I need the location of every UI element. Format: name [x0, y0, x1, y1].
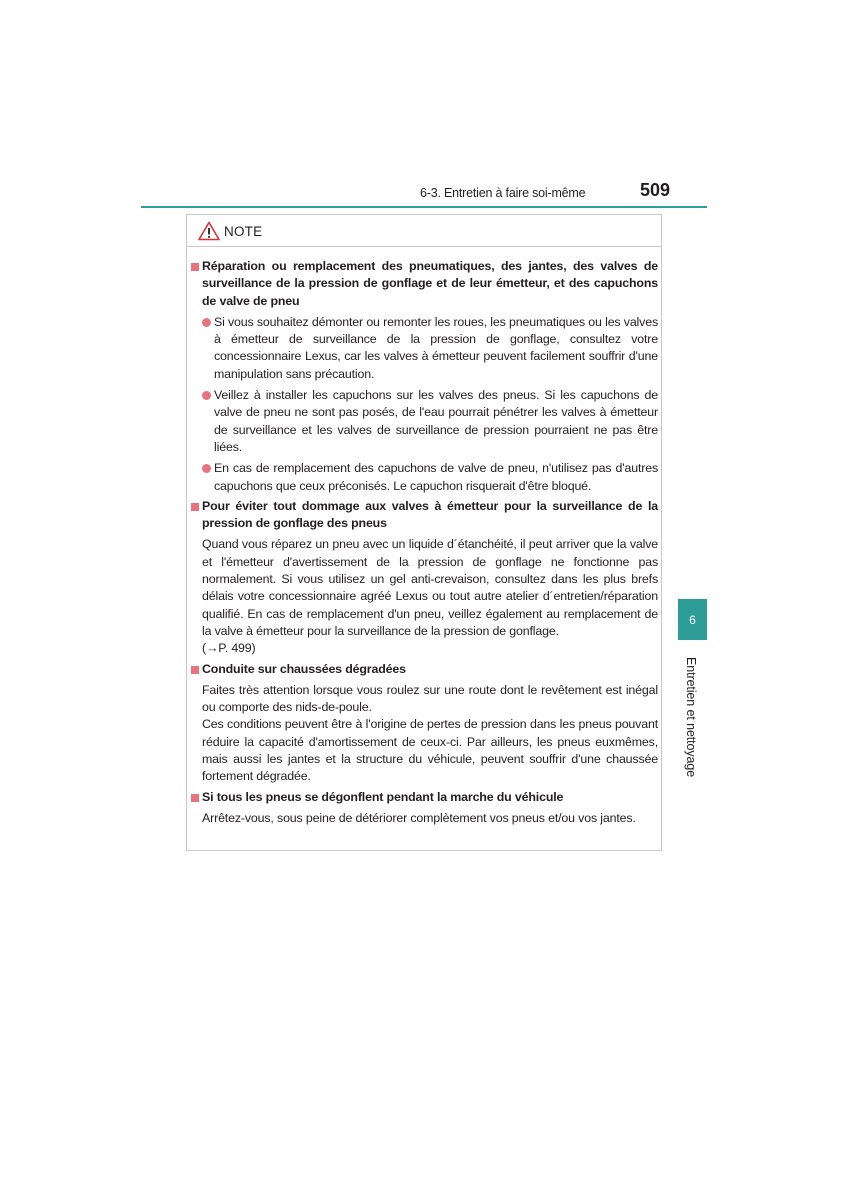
note-label: NOTE: [224, 223, 263, 239]
bullet-item: En cas de remplacement des capuchons de valve de pneu, n'utilisez pas d'autres capuchons que ceux préconisés. Le capuchon risquerait d'être bloqué.: [190, 460, 658, 495]
bullet-item: Si vous souhaitez démonter ou remonter les roues, les pneumatiques ou les valves à émetteur de surveillance de la pression de gonflage, consultez votre concessionnaire Lexus, car les valves à émetteur peuvent facilement souffrir d'une manipulation sans précaution.: [190, 314, 658, 383]
note-header: [198, 220, 262, 242]
square-bullet-icon: [191, 503, 199, 511]
circle-bullet-icon: [202, 464, 211, 473]
chapter-label: Entretien et nettoyage: [684, 657, 698, 778]
page-number: 509: [640, 180, 671, 200]
bullet-item: Veillez à installer les capuchons sur les valves des pneus. Si les capuchons de valve de pneu ne sont pas posés, de l'eau pourrait pénétrer les valves à émetteur de surveillance et les valves de surveillance de pression pourraient ne pas être liées.: [190, 387, 658, 456]
square-bullet-icon: [191, 794, 199, 802]
section-heading: 6-3. Entretien à faire soi-même: [420, 186, 586, 200]
section-paragraph: Ces conditions peuvent être à l'origine de pertes de pression dans les pneus pouvant réduire la capacité d'amortissement de ceux-ci. Par ailleurs, les pneus euxmêmes, mais aussi les jantes et la structure du véhicule, peuvent souffrir d'une chaussée fortement dégradée.: [202, 717, 658, 784]
section-title: Pour éviter tout dommage aux valves à émetteur pour la surveillance de la pression de gonflage des pneus: [190, 498, 658, 533]
circle-bullet-icon: [202, 391, 211, 400]
section-title: Conduite sur chaussées dégradées: [190, 661, 658, 678]
section-paragraph: Arrêtez-vous, sous peine de détériorer complètement vos pneus et/ou vos jantes.: [202, 810, 636, 825]
page-reference: (→P. 499): [202, 641, 256, 656]
square-bullet-icon: [191, 263, 199, 271]
chapter-tab: 6: [678, 599, 707, 640]
section-paragraph: Faites très attention lorsque vous roulez sur une route dont le revêtement est inégal ou comporte des nids-de-poule.: [202, 682, 658, 715]
note-divider: [186, 246, 662, 247]
section-paragraph: Quand vous réparez un pneu avec un liquide d´étanchéité, il peut arriver que la valve et l'émetteur d'avertissement de la pression de gonflage ne fonctionne pas normalement. Si vous utilisez un gel anti-crevaison, consultez dans les plus brefs délais votre concessionnaire agréé Lexus ou tout autre atelier d´entretien/réparation qualifié. En cas de remplacement d'un pneu, veillez également au remplacement de la valve à émetteur pour la surveillance de la pression de gonflage.: [202, 537, 658, 638]
section-title: Si tous les pneus se dégonflent pendant la marche du véhicule: [190, 789, 658, 806]
note-content: [190, 255, 658, 827]
header-divider: [141, 206, 707, 208]
square-bullet-icon: [191, 666, 199, 674]
warning-triangle-icon: [198, 221, 220, 241]
section-title: Réparation ou remplacement des pneumatiques, des jantes, des valves de surveillance de la pression de gonflage et de leur émetteur, et des capuchons de valve de pneu: [190, 258, 658, 310]
circle-bullet-icon: [202, 318, 211, 327]
